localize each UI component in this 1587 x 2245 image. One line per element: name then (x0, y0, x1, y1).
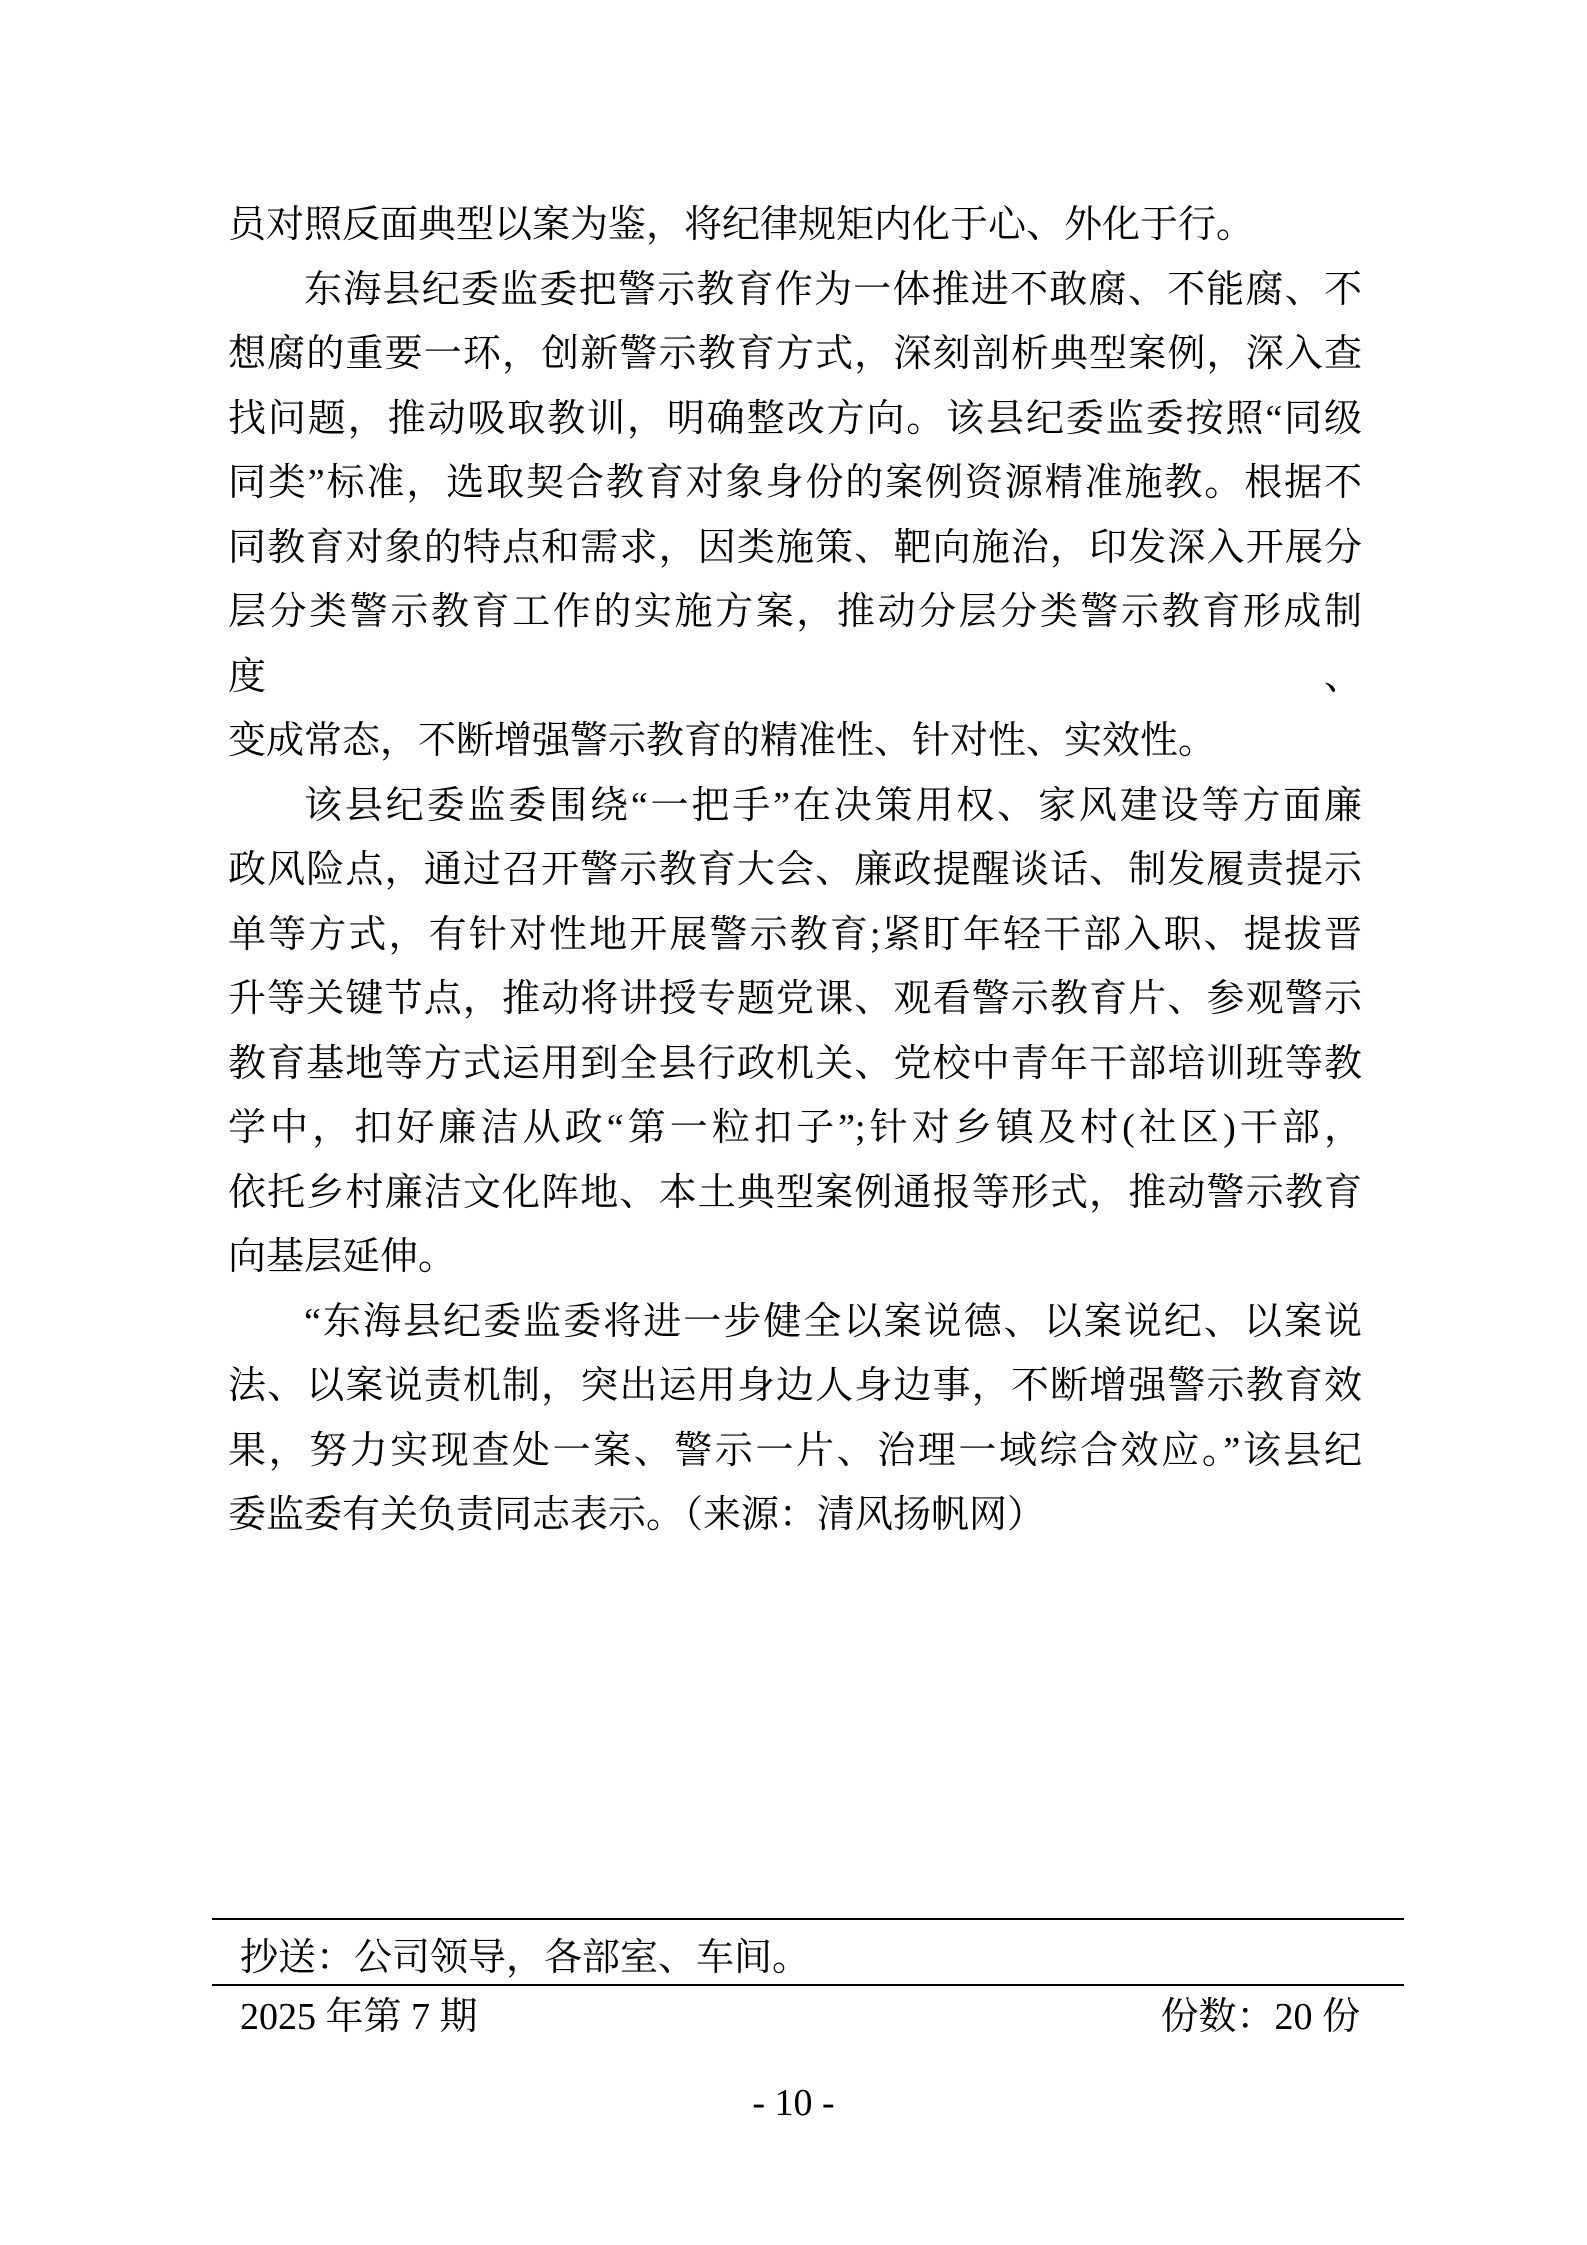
page-number: - 10 - (752, 2082, 835, 2124)
footer-divider-bottom (212, 1984, 1404, 1986)
text-line: 同类”标准，选取契合教育对象身份的案例资源精准施教。根据不 (228, 462, 1362, 504)
text-line: 教育基地等方式运用到全县行政机关、党校中青年干部培训班等教 (228, 1042, 1362, 1085)
text-line: 员对照反面典型以案为鉴，将纪律规矩内化于心、外化于行。 (228, 204, 1255, 246)
text-line: 法、以案说责机制，突出运用身边人身边事，不断增强警示教育效 (228, 1365, 1362, 1407)
text-line: 学中，扣好廉洁从政“第一粒扣子”;针对乡镇及村(社区)干部， (228, 1107, 1362, 1149)
text-line: 该县纪委监委围绕“一把手”在决策用权、家风建设等方面廉 (304, 784, 1362, 827)
issue-number: 2025 年第 7 期 (240, 1996, 478, 2038)
text-line: 东海县纪委监委把警示教育作为一体推进不敢腐、不能腐、不 (304, 268, 1362, 311)
footer-divider-top (212, 1918, 1404, 1920)
copy-to-line: 抄送：公司领导，各部室、车间。 (240, 1937, 811, 1979)
text-line: 政风险点，通过召开警示教育大会、廉政提醒谈话、制发履责提示 (228, 849, 1362, 891)
text-line: 找问题，推动吸取教训，明确整改方向。该县纪委监委按照“同级 (228, 397, 1362, 440)
text-line: 果，努力实现查处一案、警示一片、治理一域综合效应。”该县纪 (228, 1429, 1362, 1472)
text-line: 单等方式，有针对性地开展警示教育;紧盯年轻干部入职、提拔晋 (228, 913, 1362, 956)
text-line: 委监委有关负责同志表示。（来源：清风扬帆网） (228, 1494, 1046, 1536)
text-line: 依托乡村廉洁文化阵地、本土典型案例通报等形式，推动警示教育 (228, 1171, 1362, 1214)
text-line: 同教育对象的特点和需求，因类施策、靶向施治，印发深入开展分 (228, 526, 1362, 569)
text-line: 升等关键节点，推动将讲授专题党课、观看警示教育片、参观警示 (228, 978, 1362, 1020)
text-line: 层分类警示教育工作的实施方案，推动分层分类警示教育形成制度、 (228, 591, 1362, 698)
document-body (228, 193, 1362, 1548)
text-line: 想腐的重要一环，创新警示教育方式，深刻剖析典型案例，深入查 (228, 333, 1362, 375)
text-line: 变成常态，不断增强警示教育的精准性、针对性、实效性。 (228, 720, 1217, 762)
copies-count: 份数：20 份 (1160, 1996, 1360, 2038)
text-line: 向基层延伸。 (228, 1236, 457, 1278)
text-line: “东海县纪委监委将进一步健全以案说德、以案说纪、以案说 (304, 1300, 1362, 1343)
footer-issue-row (240, 1997, 1360, 2037)
